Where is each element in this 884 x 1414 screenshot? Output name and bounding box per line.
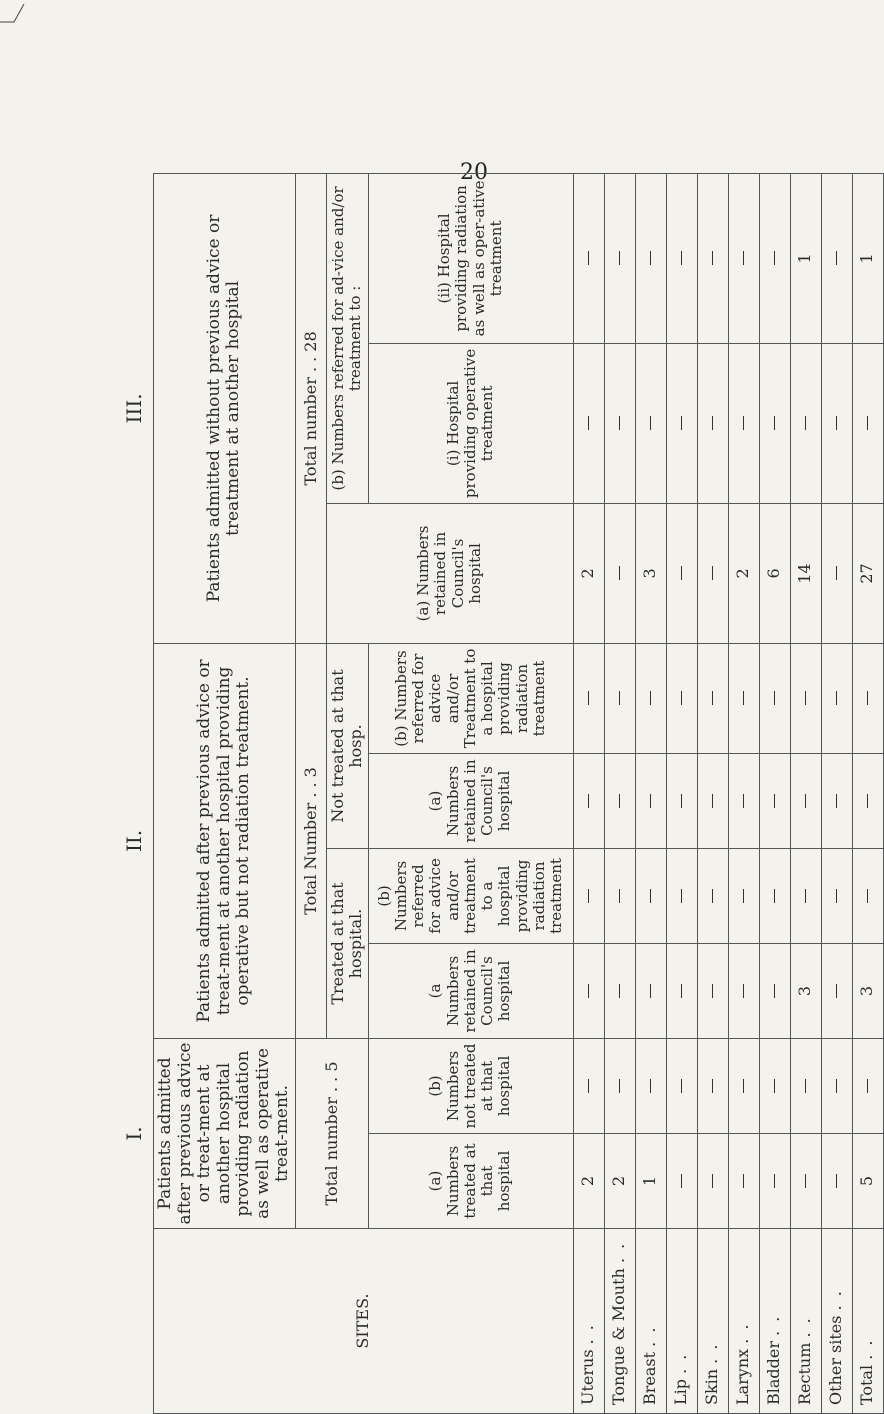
s3a-value: 14 <box>790 503 821 643</box>
s3a-value: 6 <box>759 503 790 643</box>
section2-treated-col-b: (b) Numbers referred for advice and/or treatment to a hospital providing radiation treatment <box>368 848 573 943</box>
sites-header: SITES. <box>154 1229 574 1414</box>
section3-col-b-ii: (ii) Hospital providing radiation as well as oper-ative treatment <box>368 173 573 343</box>
site-name: Uterus . . <box>573 1229 604 1414</box>
table-row-larynx <box>728 173 759 1413</box>
corner-scribble-mark <box>0 0 60 30</box>
section1-col-b: (b) Numbers not treated at that hospital <box>368 1038 573 1133</box>
s1a-value: 2 <box>604 1134 635 1229</box>
s3a-value: 27 <box>852 503 883 643</box>
page-number: 20 <box>460 160 488 185</box>
section3-total: Total number . . 28 <box>295 173 326 643</box>
site-name: Bladder . . <box>759 1229 790 1414</box>
section-label-2: II. <box>121 829 146 853</box>
section1-title: Patients admitted after previous advice or treat-ment at another hospital providing radiation as well as operative treat-ment. <box>154 1038 296 1228</box>
section2-treated-header: Treated at that hospital. <box>326 848 368 1038</box>
s1a-value: 2 <box>573 1134 604 1229</box>
section-label-3: III. <box>121 393 146 424</box>
s1a-value: 1 <box>635 1134 666 1229</box>
site-name: Rectum . . <box>790 1229 821 1414</box>
s1a-value: 5 <box>852 1134 883 1229</box>
table-row-lip <box>666 173 697 1413</box>
table-row-tongue-mouth <box>604 173 635 1413</box>
site-name: Other sites . . <box>821 1229 852 1414</box>
section2-not-treated-col-b: (b) Numbers referred for advice and/or Treatment to a hospital providing radiation treatment <box>368 643 573 753</box>
site-name: Skin . . <box>697 1229 728 1414</box>
table-row-skin <box>697 173 728 1413</box>
table-row-total <box>852 173 883 1413</box>
site-name: Total . . <box>852 1229 883 1414</box>
s3a-value: 2 <box>728 503 759 643</box>
section-label-1: I. <box>121 1126 146 1141</box>
s2ta-value: 3 <box>790 943 821 1038</box>
section3-title: Patients admitted without previous advice or treatment at another hospital <box>154 173 296 643</box>
section1-col-a: (a) Numbers treated at that hospital <box>368 1134 573 1229</box>
sites-table <box>115 173 884 1414</box>
s2ta-value: 3 <box>852 943 883 1038</box>
s3bii-value: 1 <box>790 173 821 343</box>
site-name: Larynx . . <box>728 1229 759 1414</box>
section1-total: Total number . . 5 <box>295 1038 368 1228</box>
site-name: Breast . . <box>635 1229 666 1414</box>
section2-title: Patients admitted after previous advice or treat-ment at another hospital providing operative but not radiation treatment. <box>154 643 296 1038</box>
section2-treated-col-a: (a Numbers retained in Council's hospital <box>368 943 573 1038</box>
site-name: Tongue & Mouth . . <box>604 1229 635 1414</box>
section2-total: Total Number . . 3 <box>295 643 326 1038</box>
s3a-value: 3 <box>635 503 666 643</box>
rotated-statistics-table <box>115 174 877 1414</box>
table-row-other-sites <box>821 173 852 1413</box>
section2-not-treated-header: Not treated at that hosp. <box>326 643 368 848</box>
section3-col-b-i: (i) Hospital providing operative treatment <box>368 343 573 503</box>
site-name: Lip . . <box>666 1229 697 1414</box>
table-row-breast <box>635 173 666 1413</box>
section3-col-b: (b) Numbers referred for ad-vice and/or treatment to : <box>326 173 368 503</box>
s3a-value: 2 <box>573 503 604 643</box>
table-row-bladder <box>759 173 790 1413</box>
s3bii-value: 1 <box>852 173 883 343</box>
section2-not-treated-col-a: (a) Numbers retained in Council's hospital <box>368 753 573 848</box>
table-row-rectum <box>790 173 821 1413</box>
section3-col-a: (a) Numbers retained in Council's hospital <box>326 503 573 643</box>
table-row-uterus <box>573 173 604 1413</box>
